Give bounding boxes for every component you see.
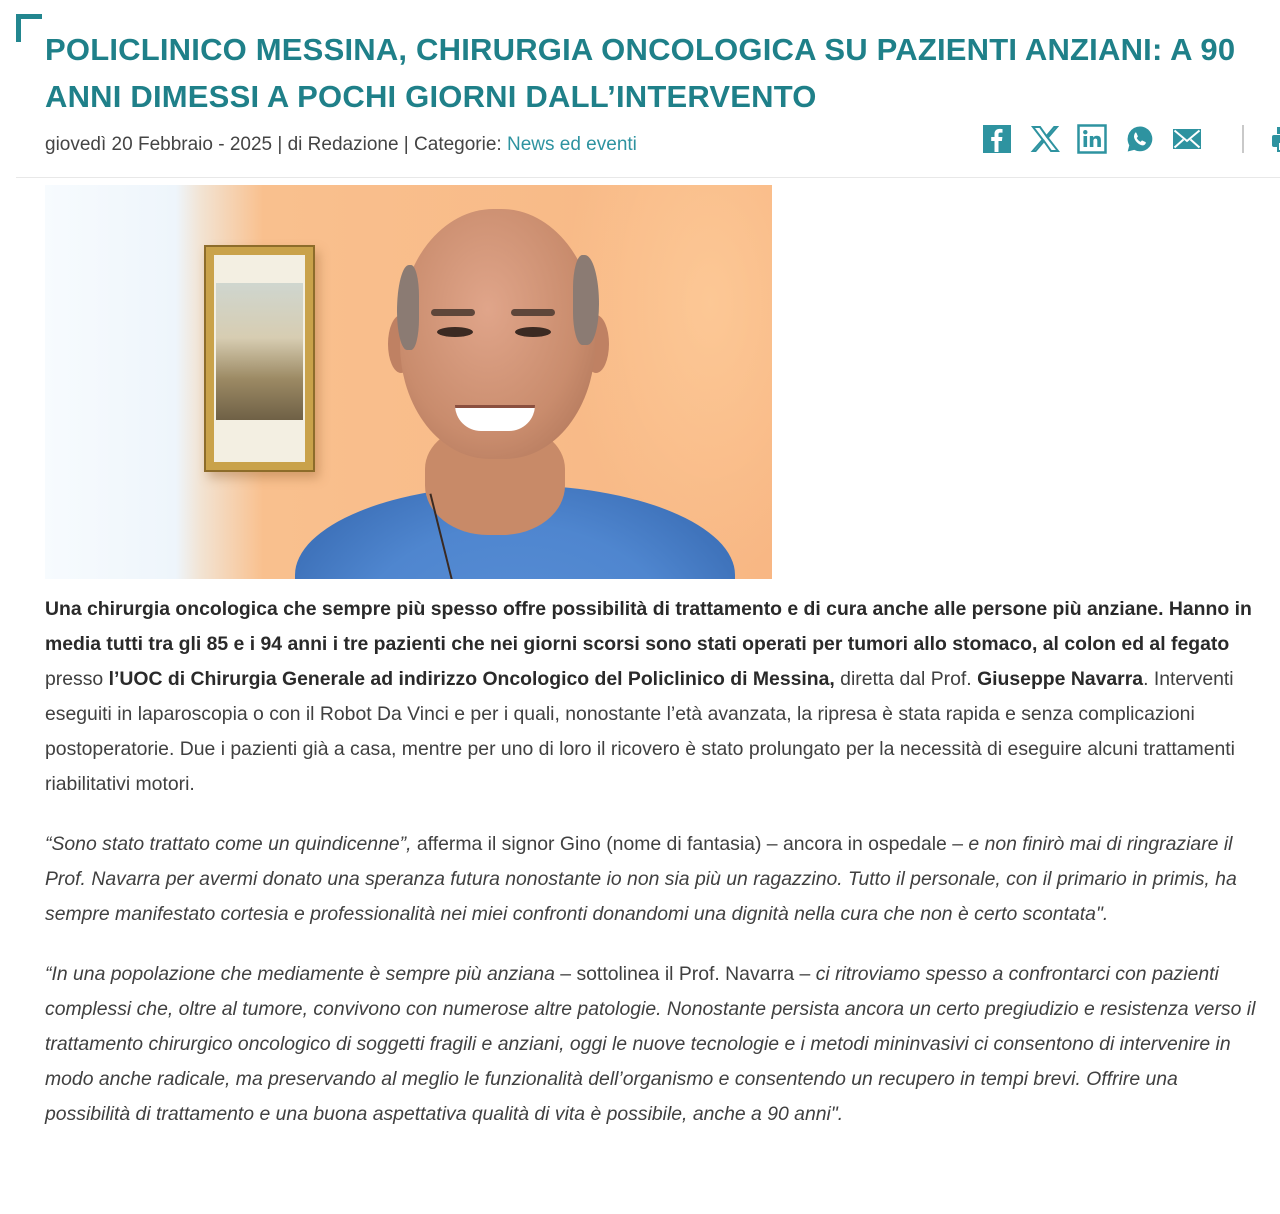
meta-separator: | bbox=[272, 134, 288, 155]
header-divider bbox=[16, 177, 1280, 178]
paragraph-patient-quote: “Sono stato trattato come un quindicenne”, afferma il signor Gino (nome di fantasia) – ancora in ospedale – e non finirò mai di ringraziare il Prof. Navarra per avermi donato una speranza futura nonostante io non sia più un ragazzino. Tutto il personale, con il primario in primis, ha sempre manifestato cortesia e professionalità nei miei confronti donandomi una dignità nella cura che non è certo scontata". bbox=[45, 833, 1237, 925]
share-bar bbox=[982, 122, 1280, 156]
share-divider bbox=[1242, 125, 1244, 153]
framed-picture bbox=[204, 245, 315, 472]
category-link[interactable]: News ed eventi bbox=[506, 134, 637, 155]
x-icon[interactable] bbox=[1030, 124, 1060, 154]
facebook-icon[interactable] bbox=[982, 124, 1012, 154]
paragraph-intro: Una chirurgia oncologica che sempre più spesso offre possibilità di trattamento e di cura anche alle persone più anziane. Hanno in media tutti tra gli 85 e i 94 anni i tre pazienti che nei giorni scorsi sono stati operati per tumori allo stomaco, al colon ed al fegato presso l’UOC di Chirurgia Generale ad indirizzo Oncologico del Policlinico di Messina, diretta dal Prof. Giuseppe Navarra. Interventi eseguiti in laparoscopia o con il Robot Da Vinci e per i quali, nonostante l’età avanzata, la ripresa è stata rapida e senza complicazioni postoperatorie. Due i pazienti già a casa, mentre per uno di loro il ricovero è stato prolungato per la necessità di eseguire alcuni trattamenti riabilitativi motori. bbox=[45, 598, 1252, 795]
article-date: giovedì 20 Febbraio - 2025 bbox=[45, 134, 273, 155]
email-icon[interactable] bbox=[1172, 124, 1202, 154]
article-photo bbox=[45, 185, 772, 579]
category-label: Categorie: bbox=[414, 134, 507, 155]
article-author: di Redazione bbox=[287, 134, 399, 155]
corner-decoration bbox=[16, 14, 42, 42]
whatsapp-icon[interactable] bbox=[1125, 124, 1155, 154]
linkedin-icon[interactable] bbox=[1077, 124, 1107, 154]
print-icon[interactable] bbox=[1270, 124, 1280, 154]
paragraph-doctor-quote: “In una popolazione che mediamente è sempre più anziana – sottolinea il Prof. Navarra – ci ritroviamo spesso a confrontarci con pazienti complessi che, oltre al tumore, convivono con numerose altre patologie. Nonostante persista ancora un certo pregiudizio e resistenza verso il trattamento chirurgico oncologico di soggetti fragili e anziani, oggi le nuove tecnologie e i metodi mininvasivi ci consentono di intervenire in modo anche radicale, ma preservando al meglio le funzionalità dell’organismo e consentendo un recupero in tempi brevi. Offrire una possibilità di trattamento e una buona aspettativa qualità di vita è possibile, anche a 90 anni". bbox=[45, 963, 1256, 1125]
article-title: POLICLINICO MESSINA, CHIRURGIA ONCOLOGICA SU PAZIENTI ANZIANI: A 90 ANNI DIMESSI A POCHI GIORNI DALL’INTERVENTO bbox=[45, 32, 1236, 114]
article-meta bbox=[45, 134, 637, 156]
meta-separator: | bbox=[398, 134, 415, 155]
article-body bbox=[45, 592, 1260, 1157]
